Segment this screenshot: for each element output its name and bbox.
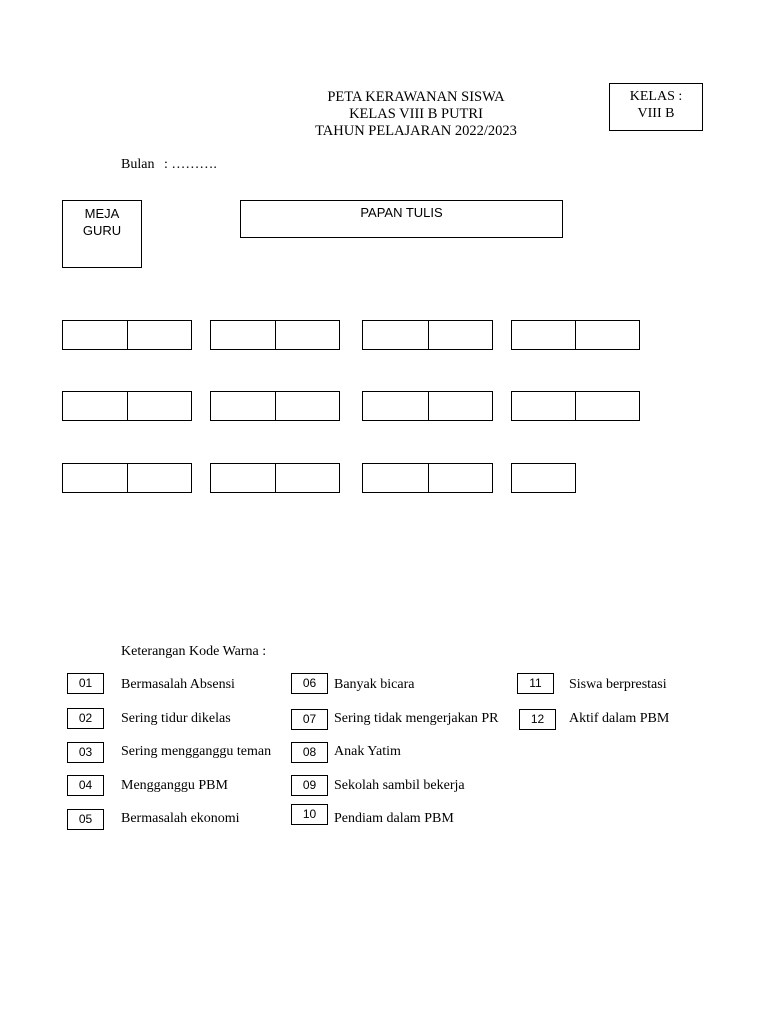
- kelas-value: VIII B: [637, 106, 675, 121]
- kelas-label: KELAS :: [629, 89, 683, 104]
- seat: [362, 463, 429, 493]
- legend-code: 07: [291, 709, 328, 730]
- kelas-box: [609, 83, 703, 131]
- legend-label: Sering tidak mengerjakan PR: [334, 711, 499, 726]
- seat: [127, 391, 192, 421]
- seat: [362, 391, 429, 421]
- legend-label: Banyak bicara: [334, 677, 415, 692]
- legend-code: 10: [291, 804, 328, 825]
- legend-label: Pendiam dalam PBM: [334, 811, 454, 826]
- seat: [127, 320, 192, 350]
- legend-label: Siswa berprestasi: [569, 677, 667, 692]
- legend-code: 12: [519, 709, 556, 730]
- seat: [275, 463, 340, 493]
- legend-code: 01: [67, 673, 104, 694]
- seat: [428, 463, 493, 493]
- desk: [362, 320, 493, 350]
- guru-label: GURU: [82, 223, 122, 238]
- seat: [362, 320, 429, 350]
- seat: [210, 391, 276, 421]
- legend-code: 09: [291, 775, 328, 796]
- seat: [275, 391, 340, 421]
- legend-code: 11: [517, 673, 554, 694]
- desk: [62, 463, 192, 493]
- seat: [428, 320, 493, 350]
- legend-code: 08: [291, 742, 328, 763]
- legend-label: Bermasalah Absensi: [121, 677, 235, 692]
- desk: [511, 320, 640, 350]
- desk: [62, 320, 192, 350]
- legend-label: Sering tidur dikelas: [121, 711, 231, 726]
- desk: [511, 391, 640, 421]
- legend-code: 06: [291, 673, 328, 694]
- legend-code: 02: [67, 708, 104, 729]
- legend-label: Mengganggu PBM: [121, 778, 228, 793]
- seat: [210, 320, 276, 350]
- desk: [210, 391, 340, 421]
- desk: [62, 391, 192, 421]
- desk: [511, 463, 576, 493]
- seat: [275, 320, 340, 350]
- legend-label: Sekolah sambil bekerja: [334, 778, 465, 793]
- seat: [575, 391, 640, 421]
- bulan-value: : ……….: [163, 157, 217, 172]
- legend-label: Anak Yatim: [334, 744, 401, 759]
- title-line-3: TAHUN PELAJARAN 2022/2023: [315, 123, 517, 139]
- seat: [428, 391, 493, 421]
- seat: [127, 463, 192, 493]
- seat: [62, 320, 128, 350]
- seat: [511, 320, 576, 350]
- bulan-label: Bulan: [121, 157, 155, 172]
- desk: [210, 320, 340, 350]
- legend-label: Bermasalah ekonomi: [121, 811, 240, 826]
- bulan-field: [121, 157, 217, 173]
- legend-label: Aktif dalam PBM: [569, 711, 670, 726]
- legend-code: 04: [67, 775, 104, 796]
- seat: [210, 463, 276, 493]
- desk: [362, 463, 493, 493]
- desk: [210, 463, 340, 493]
- seat: [62, 391, 128, 421]
- title-line-1: PETA KERAWANAN SISWA: [327, 89, 505, 105]
- seat: [511, 463, 576, 493]
- seat: [62, 463, 128, 493]
- title-line-2: KELAS VIII B PUTRI: [349, 106, 483, 122]
- papan-tulis: PAPAN TULIS: [240, 200, 563, 238]
- legend-label: Sering mengganggu teman: [121, 744, 272, 759]
- seat: [511, 391, 576, 421]
- meja-label: MEJA: [84, 206, 120, 221]
- legend-code: 05: [67, 809, 104, 830]
- seat: [575, 320, 640, 350]
- meja-guru: [62, 200, 142, 268]
- desk: [362, 391, 493, 421]
- legend-code: 03: [67, 742, 104, 763]
- legend-heading: Keterangan Kode Warna :: [121, 644, 267, 659]
